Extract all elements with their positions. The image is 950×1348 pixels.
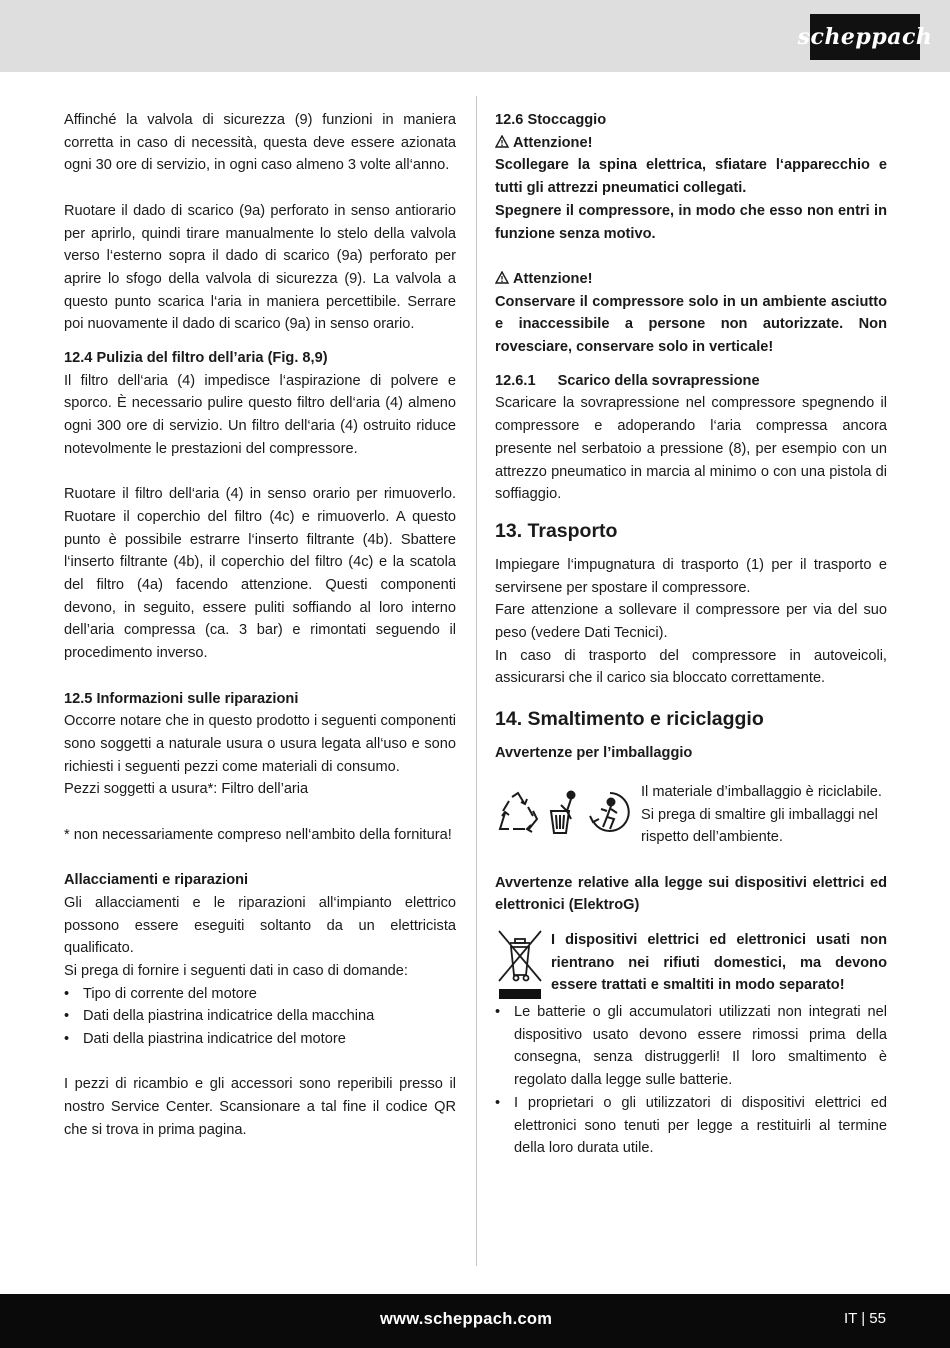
page-number: IT | 55 [844, 1310, 886, 1327]
section-heading-12-4: 12.4 Pulizia del filtro dell’aria (Fig. 8,9) [64, 350, 328, 367]
paragraph: Pezzi soggetti a usura*: Filtro dell’aria [64, 781, 309, 798]
list-item: • Le batterie o gli accumulatori utilizzati non integrati nel dispositivo usato devono essere rimossi prima della consegna, senza distruggerli! Il loro smaltimento è regolato dalla legge sulle batterie. [495, 1001, 887, 1092]
website-link[interactable]: www.scheppach.com [380, 1310, 553, 1328]
paragraph: Impiegare l‘impugnatura di trasporto (1) per il trasporto e servirsene per spostare il compressore. [495, 556, 887, 596]
paragraph: Il filtro dell‘aria (4) impedisce l‘aspirazione di polvere e sporco. È necessario pulire questo filtro dell‘aria (4) almeno ogni 300 ore di servizio. Un filtro dell‘aria (4) ostruito riduce notevolmente le prestazioni del compressore. [64, 372, 456, 457]
footer-bar [0, 1294, 950, 1348]
recycle-icons [495, 781, 641, 835]
section-heading-14: 14. Smaltimento e riciclaggio [495, 708, 764, 731]
crossed-out-bin-icon [495, 929, 545, 1001]
subheading-packaging: Avvertenze per l’imballaggio [495, 745, 693, 762]
warning-triangle-icon [495, 135, 509, 148]
subheading-weee: Avvertenze relative alla legge sui dispositivi elettrici ed elettronici (ElektroG) [495, 874, 887, 914]
bullet-list [64, 983, 456, 1051]
paragraph: I pezzi di ricambio e gli accessori sono reperibili presso il nostro Service Center. Scansionare a tal fine il codice QR che si trova in prima pagina. [64, 1076, 456, 1138]
warning-triangle-icon [495, 271, 509, 284]
paragraph: Il materiale d’imballaggio è riciclabile. Si prega di smaltire gli imballaggi nel rispetto dell’ambiente. [641, 783, 882, 846]
paragraph: Si prega di fornire i seguenti dati in caso di domande: [64, 962, 408, 979]
warning-text: Spegnere il compressore, in modo che esso non entri in funzione senza motivo. [495, 202, 887, 242]
list-item: • I proprietari o gli utilizzatori di dispositivi elettrici ed elettronici sono tenuti per legge a restituirli al termine della loro durata utile. [495, 1092, 887, 1160]
list-item: • Dati della piastrina indicatrice della macchina [64, 1005, 456, 1028]
section-heading-12-6: 12.6 Stoccaggio [495, 112, 607, 128]
right-column [495, 109, 887, 1160]
column-divider [476, 96, 477, 1266]
paragraph: Gli allacciamenti e le riparazioni all‘impianto elettrico possono essere eseguiti soltanto da un elettricista qualificato. [64, 894, 456, 957]
paragraph: Ruotare il dado di scarico (9a) perforato in senso antiorario per aprirlo, quindi tirare manualmente lo stelo della valvola verso l‘esterno sopra il dado di scarico (9a) perforato per aprire lo sfogo della valvola di sicurezza (9). La valvola a questo punto scarica l‘aria in maniera percettibile. Serrare poi nuovamente il dado di scarico (9a) in senso orario. [64, 202, 456, 333]
recycling-person-icon [587, 789, 633, 835]
weee-notice [495, 929, 887, 1001]
paragraph: Affinché la valvola di sicurezza (9) funzioni in maniera corretta in caso di necessità, questa deve essere azionata ogni 30 ore di servizio, in ogni caso almeno 3 volte all‘anno. [64, 112, 456, 174]
recycle-icon [495, 789, 541, 835]
packaging-notice [495, 781, 887, 849]
list-item: • Dati della piastrina indicatrice del motore [64, 1028, 456, 1051]
section-heading-13: 13. Trasporto [495, 519, 618, 542]
trash-bin-person-icon [547, 789, 581, 835]
warning-text: Conservare il compressore solo in un ambiente asciutto e inaccessibile a persone non autorizzate. Non rovesciare, conservare solo in verticale! [495, 293, 887, 356]
subheading-allacciamenti: Allacciamenti e riparazioni [64, 872, 249, 889]
weee-warning-text: I dispositivi elettrici ed elettronici usati non rientrano nei rifiuti domestici, ma devono essere trattati e smaltiti in modo separato! [551, 932, 887, 994]
paragraph: Ruotare il filtro dell‘aria (4) in senso orario per rimuoverlo. Ruotare il coperchio del filtro (4c) e rimuoverlo. A questo punto è possibile estrarre l‘inserto filtrante (4b). Sbattere l‘inserto filtrante (4b), il coperchio del filtro (4c) e la scatola del filtro (4a) facendo attenzione. Questi componenti devono, in seguito, essere puliti soffiando al loro interno dell’aria compressa (ca. 3 bar) e rimontati seguendo il procedimento inverso. [64, 486, 456, 662]
paragraph: Fare attenzione a sollevare il compressore per via del suo peso (vedere Dati Tecnici). [495, 602, 887, 642]
bullet-list [495, 1001, 887, 1160]
footnote: * non necessariamente compreso nell‘ambito della fornitura! [64, 826, 452, 843]
header-bar [0, 0, 950, 72]
warning-text: Scollegare la spina elettrica, sfiatare l‘apparecchio e tutti gli attrezzi pneumatici collegati. [495, 157, 887, 197]
left-column [64, 109, 456, 1142]
paragraph: In caso di trasporto del compressore in autoveicoli, assicurarsi che il carico sia bloccato correttamente. [495, 647, 887, 687]
warning-label: Attenzione! [495, 268, 887, 291]
section-heading-12-5: 12.5 Informazioni sulle riparazioni [64, 690, 299, 707]
list-item: • Tipo di corrente del motore [64, 983, 456, 1006]
warning-label: Attenzione! [495, 132, 887, 155]
brand-logo: scheppach [810, 14, 920, 60]
paragraph: Scaricare la sovrapressione nel compressore spegnendo il compressore e adoperando l‘aria compressa ancora presente nel serbatoio a pressione (8), per esempio con un attrezzo pneumatico in marcia al minimo o con una pistola di soffiaggio. [495, 395, 887, 503]
paragraph: Occorre notare che in questo prodotto i seguenti componenti sono soggetti a naturale usura o usura legata all‘uso e sono richiesti i seguenti pezzi come materiali di consumo. [64, 713, 456, 775]
section-heading-12-6-1: 12.6.1 Scarico della sovrapressione [495, 372, 760, 389]
